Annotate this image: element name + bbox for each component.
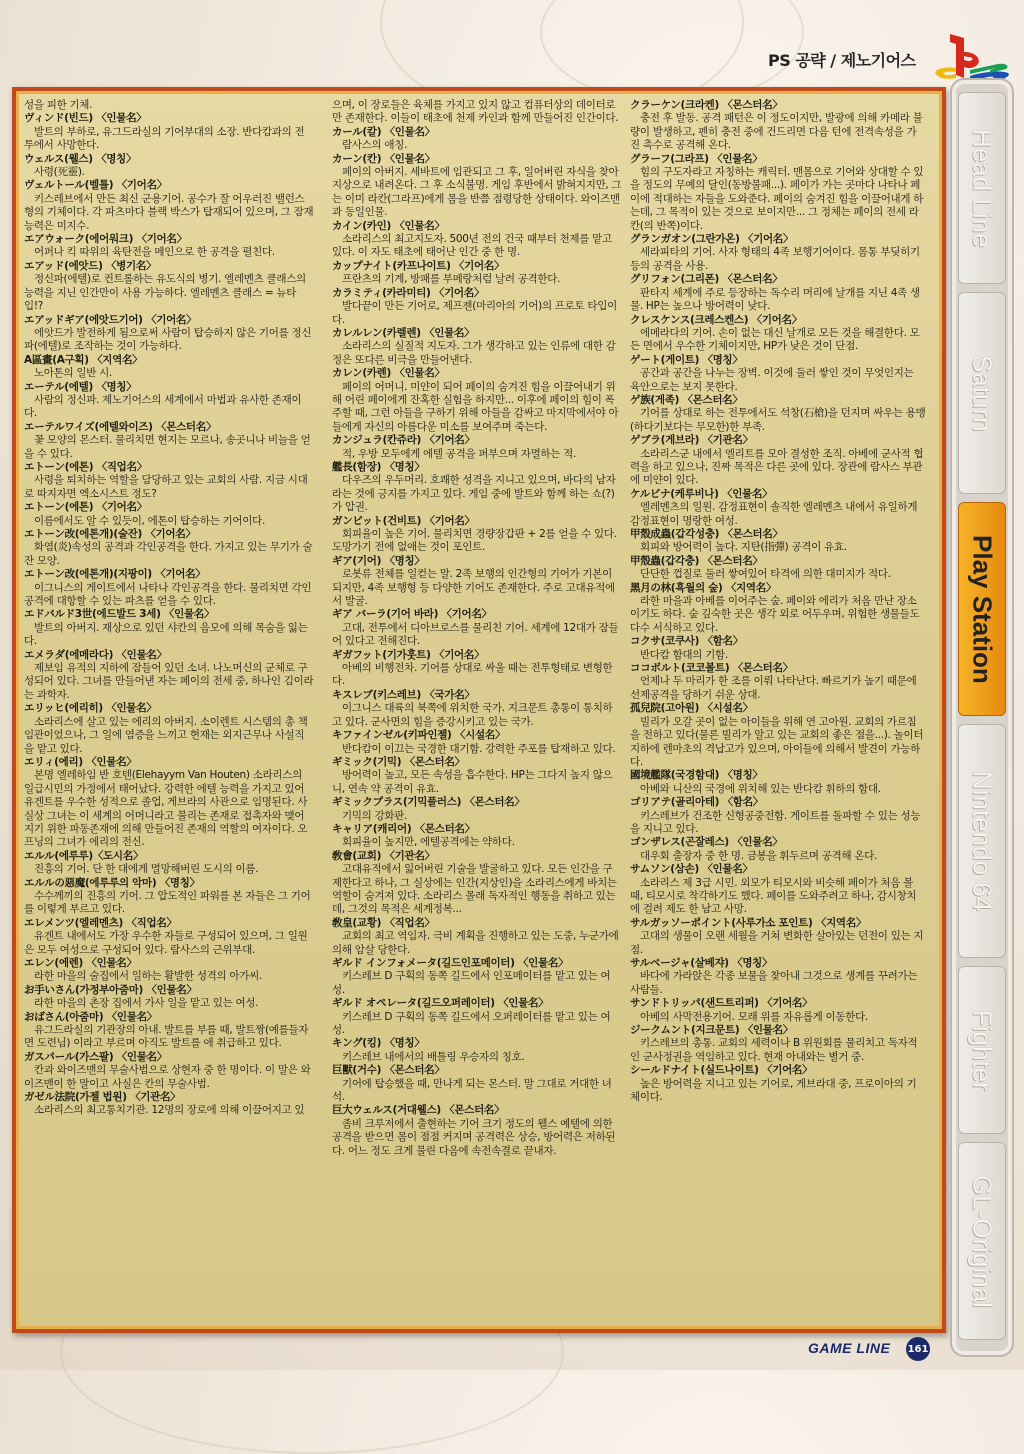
glossary-entry: [332, 997, 622, 1037]
section-label: PS 공략 / 제노기어스: [768, 51, 916, 70]
entry-description: 람사스의 애칭.: [342, 139, 408, 152]
entry-description: 제보임 유적의 지하에 잠들어 있던 소녀. 나노머신의 군체로 구성되어 있다. 그녀를 만들어낸 자는 페이의 전세 중, 하나인 김이라는 과학자.: [24, 662, 314, 701]
glossary-entry: [332, 327, 622, 367]
entry-description: 이그니스의 게이트에서 나타나 각인공격을 한다. 물리치면 각인공격에 대항할 수 있는 파츠를 얻을 수 있다.: [24, 581, 312, 608]
entry-description: 고대, 전투에서 디아브로스를 물리친 기어. 세계에 12대가 잠들어 있다고 전해진다.: [332, 621, 619, 648]
entry-term: ギア バーラ(기어 바라) 〈기어名〉: [332, 608, 492, 621]
glossary-entry: [630, 555, 926, 582]
entry-description: 칸과 와이즈맨의 무술사범으로 상현자 중 한 명이다. 이 말은 와이즈맨이 한 말이고 사실은 칸의 무술사범.: [24, 1064, 311, 1090]
entry-term: ヴェルトール(벨틀) 〈기어名〉: [24, 179, 167, 192]
tab-head-line[interactable]: [958, 92, 1006, 284]
entry-description: 에메라다의 기어. 손이 없는 대신 날개로 모든 것을 해결한다. 모든 면에서 우수한 기체이지만, HP가 낮은 것이 단점.: [630, 326, 920, 353]
entry-description: 사령(死靈).: [34, 166, 85, 179]
entry-description: 키스레브의 총통. 교회의 세력이나 B 위원회를 물리치고 독자적인 군사정권을 역임하고 있다. 현재 아내와는 별거 중.: [630, 1037, 918, 1063]
entry-description: 공간과 공간을 나누는 장벽. 이것에 둘러 쌓인 것이 무엇인지는 육안으로는 보지 못한다.: [630, 367, 914, 393]
entry-description: 아베와 니산의 국경에 위치해 있는 반다캄 휘하의 함대.: [640, 782, 881, 795]
glossary-entry: [630, 394, 926, 434]
entry-term: カイン(카인) 〈인물名〉: [332, 219, 445, 232]
entry-description: 충전 후 발동. 공격 패턴은 이 정도이지만, 발광에 의해 카메라 불량이 발생하고, 펜히 충전 중에 건드리면 다음 턴에 전격속성을 가진 촉수로 공격해 온다.: [630, 112, 923, 152]
entry-description: 반다캄이 이끄는 국경한 대기함. 강력한 주포를 탑재하고 있다.: [342, 742, 616, 755]
glossary-entry: [630, 836, 926, 863]
entry-term: 巨大ウェルス(거대웰스) 〈몬스터名〉: [332, 1104, 505, 1117]
entry-description: 기어에 탑승했을 때, 만나게 되는 몬스터. 말 그대로 거대한 녀석.: [332, 1077, 612, 1104]
entry-description: 소라리스 제 3급 시민. 외모가 티모시와 비슷해 페이가 처음 볼 때, 티모시로 착각하기도 했다. 페이를 도와주려고 하나, 감시창치에 걸려 제도 한 남고 사망.: [630, 876, 917, 916]
glossary-entry: [24, 756, 314, 850]
entry-description: 키스레브가 건조한 신형공중전함. 게이트를 돌파할 수 있는 성능을 지니고 있다.: [630, 809, 921, 835]
entry-description: 고대유적에서 잃어버린 기술을 발굴하고 있다. 모든 인간을 구제한다고 하나, 그 실상에는 인간(지상인)을 소라리스에게 바치는 역할이 숨겨져 있다. 소라리스 몰래 독자적인 행동을 취하고 있는데, 그것의 목적은 세계정복...: [332, 863, 617, 916]
entry-description: 꽃 모양의 몬스터. 물리치면 현지는 모르나, 송곳니나 비늘을 얻을 수 있다.: [24, 434, 311, 460]
entry-term: サルガッソーポイント(사루가소 포인트) 〈지역名〉: [630, 916, 867, 929]
entry-description: 사령을 퇴치하는 역할을 담당하고 있는 교회의 사람. 지금 시대로 따지자면 엑소시스트 정도?: [24, 474, 308, 500]
glossary-entry: [630, 233, 926, 273]
glossary-entry: [332, 1064, 622, 1104]
glossary-entry: [630, 354, 926, 394]
glossary-entry: [332, 220, 622, 260]
entry-description: 라한 마을과 아베를 이어주는 숲. 페이와 에리가 처음 만난 장소이기도 하다. 숲 깊숙한 곳은 생각 외로 어두우며, 위험한 생물들도 다수 서식하고 있다.: [630, 595, 920, 634]
entry-description: 다우즈의 우두머리. 호쾌한 성격을 지니고 있으며, 바다의 남자라는 것에 긍지를 가지고 있다. 게임 중에 발트와 함께 하는 쇼(?)가 압권.: [332, 474, 616, 514]
glossary-entry: [332, 515, 622, 555]
tab-fighter[interactable]: [958, 966, 1006, 1134]
glossary-entry: [24, 568, 314, 608]
entry-description: 아베의 사막전용기어. 모래 위를 자유롭게 이동한다.: [640, 1010, 868, 1023]
entry-term: ゲブラ(게브라) 〈기관名〉: [630, 434, 753, 447]
entry-description: 회피율이 높지만, 에텔공격에는 약하다.: [342, 836, 515, 849]
glossary-entry: [24, 354, 314, 381]
glossary-entry: [332, 434, 622, 461]
tab-label: Head Line: [967, 128, 998, 248]
glossary-entry: [24, 528, 314, 568]
tab-label: Fighter: [967, 1009, 998, 1091]
tab-label: GL-Original: [967, 1174, 998, 1308]
entry-description: 본명 엘레하임 반 호텐(Elehayym Van Houten) 소라리스의 일급시민의 가정에서 태어났다. 강력한 에텔 능력을 가지고 있어 유겐트를 우수한 성적으로 졸업, 게브라의 사관으로 임명된다. 사실상 그녀는 이 세계의 어머니라고 불리는 존재로 접촉자와 맺어지기 위한 파동존재에 의해 만들어진 존재의 역할의 여자이다. 오프닝의 그녀가 에리의 전신.: [24, 769, 308, 849]
glossary-entry: [24, 461, 314, 501]
glossary-entry: [24, 381, 314, 421]
entry-term: ガゼル法院(가젤 법원) 〈기관名〉: [24, 1091, 181, 1104]
tab-label: Nintendo 64: [967, 770, 998, 912]
tab-gl-original[interactable]: [958, 1142, 1006, 1340]
entry-term: エアウォーク(에어워크) 〈기어名〉: [24, 233, 187, 246]
glossary-entry: [630, 1024, 926, 1064]
glossary-entry: [332, 287, 622, 327]
glossary-entry: [630, 528, 926, 555]
entry-term: グリフォン(그리폰) 〈몬스터名〉: [630, 273, 783, 286]
glossary-entry: [630, 99, 926, 153]
entry-term: A區畫(A구획) 〈지역名〉: [24, 353, 143, 366]
entry-term: ココボルト(코코볼트) 〈몬스터名〉: [630, 662, 793, 675]
entry-term: おばさん(아줌마) 〈인물名〉: [24, 1010, 157, 1023]
entry-term: エーテルワイズ(에텔와이즈) 〈몬스터名〉: [24, 420, 217, 433]
glossary-entry: [24, 608, 314, 648]
glossary-column-3: [630, 99, 926, 1321]
glossary-entry: [24, 233, 314, 260]
glossary-entry: [630, 153, 926, 233]
entry-description: 어퍼나 킥 따위의 육탄전을 메인으로 한 공격을 펼친다.: [34, 246, 275, 259]
glossary-entry: [332, 756, 622, 796]
entry-description: 소라리스에 살고 있는 에리의 아버지. 소이렌트 시스템의 총 책임관이었으나, 그 일에 염증을 느끼고 현재는 외지근무나 사설직을 맡고 있다.: [24, 715, 308, 755]
entry-term: ケルビナ(케루비나) 〈인물名〉: [630, 487, 773, 500]
entry-term: 孤兒院(고아원) 〈시설名〉: [630, 702, 753, 715]
entry-description: 반다캄 함대의 기함.: [640, 648, 728, 661]
entry-term: ギルド オペレータ(길드오퍼레이터) 〈인물名〉: [332, 997, 549, 1010]
entry-term: クラーケン(크라켄) 〈몬스터名〉: [630, 99, 783, 111]
entry-term: エアッド(에앗드) 〈병기名〉: [24, 259, 157, 272]
tab-label: Play Station: [967, 534, 998, 684]
glossary-entry: [332, 1104, 622, 1158]
entry-description: 바다에 가라앉은 각종 보물을 찾아내 그것으로 생계를 꾸려가는 사람들.: [630, 970, 918, 996]
entry-description: 단단한 껍질로 둘러 쌓여있어 타격에 의한 대미지가 적다.: [640, 568, 891, 581]
entry-description: 소라리스의 최고통치기관. 12명의 장로에 의해 이끌어지고 있: [34, 1104, 305, 1117]
glossary-entry: [24, 179, 314, 233]
glossary-entry: [630, 1064, 926, 1104]
glossary-entry: [24, 702, 314, 756]
entry-term: ギルド インフォメータ(길드인포메이터) 〈인물名〉: [332, 957, 569, 969]
glossary-entry: [332, 1037, 622, 1064]
entry-term: 甲殼蟲(갑각충) 〈몬스터名〉: [630, 554, 763, 567]
entry-description: 페이의 어머니. 미얀이 되어 페이의 숨겨진 힘을 이끌어내기 위해 어린 페이에게 잔혹한 실험을 하지만... 이후에 페이의 힘이 폭주할 때, 그런 아들을 구하기 위해 아들을 감싸고 마지막에서야 아들에게 자신의 아름다운 미소를 보여주며 죽는다.: [332, 380, 619, 433]
entry-term: ゴンザレス(곤잘레스) 〈인물名〉: [630, 836, 783, 849]
glossary-entry: [24, 957, 314, 984]
glossary-entry: [24, 421, 314, 461]
entry-description: 높은 방어력을 지니고 있는 기어로, 게브라대 중, 프로이아의 기체이다.: [630, 1077, 917, 1104]
glossary-entry: [332, 99, 622, 126]
entry-description: 키스레브 D 구획의 동쪽 길드에서 오퍼레이터를 맡고 있는 여성.: [332, 1010, 611, 1037]
entry-term: サムソン(삼손) 〈인물名〉: [630, 863, 753, 876]
glossary-entry: [24, 260, 314, 314]
glossary-entry: [24, 1091, 314, 1118]
glossary-entry: [630, 273, 926, 313]
entry-description: 에앗드가 발전하게 됨으로써 사람이 탑승하지 않은 기어를 정신파(에텔)로 조작하는 것이 가능하다.: [24, 326, 312, 353]
entry-term: カップナイト(카프나이트) 〈기어名〉: [332, 259, 505, 272]
entry-term: ギミックプラス(기믹플러스) 〈몬스터名〉: [332, 796, 525, 809]
glossary-entry: [332, 689, 622, 729]
entry-description: 소라리스의 최고지도자. 500년 전의 건국 때부터 천제를 맡고 있다. 이 자도 태초에 태어난 인간 중 한 명.: [332, 233, 612, 259]
entry-description: 대우회 출장자 중 한 명. 금봉을 휘두르며 공격해 온다.: [640, 849, 878, 862]
entry-description: 세라피타의 기어. 사자 형태의 4족 보행기어이다. 몸통 부딪히기 등의 공격을 사용.: [630, 246, 920, 272]
entry-term: ギア(기어) 〈명칭〉: [332, 554, 425, 567]
glossary-entry: [630, 635, 926, 662]
entry-term: エリッヒ(에리히) 〈인물名〉: [24, 702, 157, 715]
tab-label: Saturn: [967, 354, 998, 432]
entry-description: 소라리스군 내에서 엘리트를 모아 결성한 조직. 아베에 군사적 협력을 하고 있으나, 진짜 목적은 다른 곳에 있다. 장관에 람사스 부관에 미얀이 있다.: [630, 447, 924, 487]
entry-description: 페이의 아버지. 세바트에 임관되고 그 후, 일어버린 자식을 찾아 지상으로 내려온다. 그 후 소식불명. 게임 후반에서 밝혀지지만, 그는 이미 라칸(그라프)에게 몸을 반쯤 점령당한 상태이다. 와이즈맨과 동일인물.: [332, 166, 622, 219]
entry-term: エメラダ(에메라다) 〈인물名〉: [24, 648, 167, 661]
entry-term: エトーン改(에톤개)(지팡이) 〈기어名〉: [24, 568, 206, 581]
entry-term: エルル(에루루)〈도시名〉: [24, 849, 144, 862]
entry-term: 黑月の林(흑월의 숲) 〈지역名〉: [630, 581, 777, 594]
glossary-entry: [332, 608, 622, 648]
entry-term: 巨獸(거수) 〈몬스터名〉: [332, 1064, 445, 1077]
entry-description: 키스레브 내에서의 배틀링 우승자의 칭호.: [342, 1050, 525, 1063]
entry-term: シールドナイト(실드나이트) 〈기어名〉: [630, 1064, 813, 1077]
entry-description: 교회의 최고 역임자. 극비 계획을 진행하고 있는 도중, 누군가에 의해 암살 당한다.: [332, 930, 619, 956]
page-footer: [808, 1340, 948, 1364]
glossary-entry: [332, 260, 622, 287]
entry-term: お手いさん(가정부아줌마) 〈인물名〉: [24, 983, 197, 996]
entry-description: 회피와 방어력이 높다. 지탄(指彈) 공격이 유효.: [640, 541, 847, 554]
entry-description: 라한 마을의 술집에서 일하는 활발한 성격의 아가씨.: [34, 970, 262, 983]
entry-description: 회피율이 높은 기어. 물리치면 경량장갑판 + 2를 얻을 수 있다. 도망가기 전에 없애는 것이 포인트.: [332, 528, 617, 554]
glossary-entry: [24, 1011, 314, 1051]
entry-term: ジークムント(지크문트) 〈인물名〉: [630, 1024, 794, 1037]
entry-term: クレスケンス(크레스켄스) 〈기어名〉: [630, 313, 802, 326]
entry-description: 적, 우방 모두에게 에텔 공격을 퍼부으며 자멸하는 적.: [342, 447, 577, 460]
glossary-entry: [24, 917, 314, 957]
glossary-entry: [332, 649, 622, 689]
entry-term: エレメンツ(엘레멘츠) 〈직업名〉: [24, 916, 177, 929]
glossary-entry: [24, 984, 314, 1011]
glossary-column-1: [24, 99, 314, 1321]
entry-description: 노아톤의 일반 시.: [34, 367, 113, 380]
entry-term: キング(킹) 〈명칭〉: [332, 1037, 425, 1050]
glossary-entry: [630, 769, 926, 796]
entry-description: 힘의 구도자라고 자칭하는 캐릭터. 맨몸으로 기어와 상대할 수 있을 정도의 무예의 달인(동방불패...). 페이가 가는 곳마다 나타나 페이에 적대하는 자들을 도와준다. 페이의 숨겨진 힘을 이끌어내게 하는데, 그 목적이 있는 것으로 보이지만... 그 정체는 페이의 전세 라칸(의 반쪽)이다.: [630, 166, 924, 232]
entry-term: ゴリアテ(골리아테) 〈함名〉: [630, 796, 763, 809]
entry-description: 이름에서도 알 수 있듯이, 에톤이 탑승하는 기어이다.: [34, 514, 266, 527]
entry-description: 라한 마을의 촌장 집에서 가사 일을 맡고 있는 여성.: [34, 997, 259, 1010]
entry-term: ゲ族(게족) 〈몬스터名〉: [630, 393, 743, 406]
entry-term: エルルの惡魔(에루루의 악마) 〈명칭〉: [24, 876, 200, 889]
entry-description: 좀비 크루저에서 출현하는 기어 크기 정도의 웰스 예텔에 의한 공격을 받으면 몸이 점점 커지며 공격력은 상승, 방어력은 저하된다. 어느 정도 크게 불린 다음에 속전속결로 끝내자.: [332, 1117, 616, 1157]
glossary-entry: [630, 863, 926, 917]
entry-description: 사람의 정신파. 제노기어스의 세계에서 마법과 유사한 존재이다.: [24, 393, 302, 420]
glossary-entry: [332, 461, 622, 515]
entry-description: 고대의 생물이 오랜 세월을 거쳐 변화한 살아있는 던전이 있는 지점.: [630, 930, 924, 956]
entry-description: 유겐트 내에서도 가장 우수한 자들로 구성되어 있으며, 그 일원은 모두 여성으로 구성되어 있다. 람사스의 근위부대.: [24, 930, 308, 956]
entry-description: 유그드라실의 기관장의 아내. 발트를 부를 때, 발트짱(예를들자면 도련님) 이라고 부르며 아직도 발트를 애 취급하고 있다.: [24, 1024, 309, 1050]
glossary-entry: [630, 997, 926, 1024]
entry-description: 이그니스 대륙의 북쪽에 위치한 국가. 지크문트 총통이 통치하고 있다. 군사면의 힘을 증강시키고 있는 국가.: [332, 702, 613, 728]
glossary-entry: [630, 434, 926, 488]
glossary-entry: [24, 877, 314, 917]
glossary-entry: [24, 1051, 314, 1091]
entry-term: エドバルド3世(에드발드 3세) 〈인물名〉: [24, 608, 215, 621]
glossary-entry: [332, 917, 622, 957]
glossary-entry: [630, 917, 926, 957]
tab-saturn[interactable]: [958, 292, 1006, 494]
magazine-brand: GAME LINE: [808, 1340, 891, 1356]
entry-term: ヴィンド(빈드) 〈인물名〉: [24, 112, 147, 125]
glossary-entry: [332, 823, 622, 850]
entry-term: ゲート(게이트) 〈명칭〉: [630, 353, 743, 366]
entry-term: エトーン(에톤) 〈직업名〉: [24, 460, 147, 473]
glossary-entry: [630, 582, 926, 636]
entry-term: ギミック(기믹) 〈몬스터名〉: [332, 755, 465, 768]
entry-term: ギガフット(기가훗트) 〈기어名〉: [332, 648, 485, 661]
glossary-entry: [630, 957, 926, 997]
entry-term: 國境艦隊(국경함대) 〈명칭〉: [630, 769, 763, 782]
glossary-entry: [24, 314, 314, 354]
entry-description: 발트의 부하로, 유그드라실의 기어부대의 소장. 반다캄과의 전투에서 사망한다.: [24, 125, 305, 152]
entry-term: サンドトリッパ(샌드트리퍼) 〈기어名〉: [630, 997, 813, 1010]
entry-description: 진흥의 기어. 단 한 대에게 멸망해버린 도시의 이름.: [34, 863, 259, 876]
glossary-entry: [24, 153, 314, 180]
entry-term: ウェルス(웰스) 〈명칭〉: [24, 152, 137, 165]
entry-description: 발다끝이 만든 기어로, 제프젠(마리아의 기어)의 프로토 타입이다.: [332, 300, 617, 326]
entry-term: コクサ(코쿠사) 〈함名〉: [630, 635, 743, 648]
tab-nintendo-64[interactable]: [958, 724, 1006, 958]
entry-term: エトーン(에톤) 〈기어名〉: [24, 501, 147, 514]
glossary-entry: [332, 957, 622, 997]
entry-term: エアッドギア(에앗드기어) 〈기어名〉: [24, 313, 197, 326]
entry-term: エレン(에렌) 〈인물名〉: [24, 957, 137, 969]
entry-term: 敎皇(교황) 〈직업名〉: [332, 916, 435, 929]
entry-description: 정신파(에텔)로 컨트롤하는 유도식의 병기. 엘레멘츠 클래스의 능력을 지닌 인간만이 사용 가능하다. 엘레멘츠 클래스 = 뉴타입!?: [24, 273, 306, 313]
glossary-entry: [332, 126, 622, 153]
entry-term: 敎會(교회) 〈기관名〉: [332, 849, 435, 862]
entry-description: 키스레브에서 만든 최신 군용기어. 공수가 잘 어우러진 밸런스형의 기체이다. 각 파츠마다 블랙 박스가 탑재되어 있으며, 그 잠재능력은 미지수.: [24, 192, 314, 232]
glossary-entry: [332, 729, 622, 756]
entry-term: ガンビット(건비트) 〈기어名〉: [332, 514, 475, 527]
side-navigation-tabs: [950, 78, 1014, 1357]
entry-term: グラーフ(그라프) 〈인물名〉: [630, 152, 763, 165]
glossary-entry: [630, 796, 926, 836]
tab-play-station[interactable]: [958, 502, 1006, 716]
entry-description: 방어력이 높고, 모든 속성을 흡수한다. HP는 그다지 높지 않으니, 연속 약 공격이 유효.: [332, 769, 613, 795]
entry-description: 아베의 비행전차. 기어를 상대로 싸울 때는 전투형태로 변형한다.: [332, 662, 613, 688]
glossary-entry: [332, 153, 622, 220]
entry-description: 기믹의 강화판.: [342, 809, 408, 822]
entry-description: 발트의 아버지. 재상으로 있던 샤칸의 음모에 의해 목숨을 잃는다.: [24, 621, 308, 648]
entry-term: カール(칼) 〈인물名〉: [332, 125, 435, 138]
entry-term: カレン(카렌) 〈인물名〉: [332, 367, 445, 380]
glossary-entry: [24, 850, 314, 877]
glossary-entry: [24, 649, 314, 703]
glossary-entry: [630, 662, 926, 702]
glossary-entry: [332, 796, 622, 823]
entry-description: 언제나 두 마리가 한 조를 이뤄 나타난다. 빠르기가 높기 때문에 선제공격을 당하기 쉬운 상대.: [630, 675, 917, 701]
entry-description: 로봇류 전체를 일컫는 말. 2족 보행의 인간형의 기어가 기본이 되지만, 4족 보행형 등 다양한 기어도 존재한다. 주로 고대유적에서 발굴.: [332, 568, 615, 608]
entry-term: カーン(칸) 〈인물名〉: [332, 152, 435, 165]
entry-description: 화염(炎)속성의 공격과 각인공격을 한다. 가지고 있는 무기가 술잔 모양.: [24, 541, 313, 567]
entry-description: 빌리가 오갈 곳이 없는 아이들을 위해 연 고아원. 교회의 가르침을 전하고 있다(물론 빌리가 알고 있는 교회의 좋은 점을...). 놀이터 지하에 렌마초의 격납고가 있으며, 아이들에 의해서 발견이 가능하다.: [630, 715, 924, 768]
entry-term: カレルレン(카렐렌) 〈인물名〉: [332, 326, 475, 339]
page-number: 161: [906, 1337, 930, 1361]
entry-term: カラミティ(카라미티) 〈기어名〉: [332, 286, 485, 299]
entry-term: 艦長(함장) 〈명칭〉: [332, 460, 425, 473]
entry-description: 프란츠의 기계, 방패를 부메랑처럼 날려 공격한다.: [342, 273, 561, 286]
entry-term: キスレブ(키스레브) 〈국가名〉: [332, 688, 475, 701]
glossary-entry: [24, 501, 314, 528]
glossary-entry: [630, 314, 926, 354]
entry-term: カンジュラ(칸쥬라) 〈기어名〉: [332, 434, 475, 447]
entry-term: 甲殼成蟲(갑각성충) 〈몬스터名〉: [630, 528, 783, 540]
entry-description: 으며, 이 장로들은 육체를 가지고 있지 않고 컴퓨터상의 데이터로만 존재한다. 이들이 태초에 천제 카인과 함께 만들어진 인간이다.: [332, 99, 619, 125]
entry-description: 판타지 세계에 주로 등장하는 독수리 머리에 날개를 지닌 4족 생물. HP는 높으나 방어력이 낮다.: [630, 286, 920, 313]
glossary-column-2: [332, 99, 622, 1321]
glossary-entry: [630, 488, 926, 528]
entry-term: ガスパール(가스팔) 〈인물名〉: [24, 1050, 167, 1063]
entry-term: エトーン改(에톤개)(술잔) 〈기어名〉: [24, 528, 196, 540]
entry-description: 수수께끼의 진흥의 기어. 그 압도적인 파워를 본 자들은 그 기어를 이렇게 부르고 있다.: [24, 889, 311, 916]
entry-term: グランガオン(그란가온) 〈기어名〉: [630, 233, 794, 246]
glossary-entry: [630, 702, 926, 769]
entry-description: 성을 피한 기체.: [24, 99, 93, 111]
entry-term: キャリア(캐리어) 〈몬스터名〉: [332, 822, 475, 835]
entry-term: サルベージャ(살베쟈) 〈명칭〉: [630, 957, 773, 969]
glossary-entry: [24, 112, 314, 152]
entry-description: 엘레멘츠의 일원. 감정표현이 솔직한 엘레멘츠 내에서 유일하게 감정표현이 명랑한 여성.: [630, 501, 918, 527]
entry-term: キファインゼル(키파인젤) 〈시설名〉: [332, 729, 506, 742]
entry-term: エリィ(에리) 〈인물名〉: [24, 755, 137, 768]
glossary-entry: [332, 850, 622, 917]
glossary-panel: [12, 87, 946, 1333]
glossary-entry: [332, 555, 622, 609]
glossary-entry: [332, 367, 622, 434]
entry-description: 기어를 상대로 하는 전투에서도 석창(石槍)을 던지며 싸우는 용맹(하다기보다는 무모한)한 부족.: [630, 407, 926, 433]
entry-description: 소라리스의 실질적 지도자. 그가 생각하고 있는 인류에 대한 감정은 또다른 비극을 만들어낸다.: [332, 340, 616, 366]
entry-description: 키스레브 D 구획의 동쪽 길드에서 인포메이터를 맡고 있는 여성.: [332, 970, 611, 996]
entry-term: エーテル(에텔) 〈명칭〉: [24, 380, 137, 393]
glossary-entry: [24, 99, 314, 112]
